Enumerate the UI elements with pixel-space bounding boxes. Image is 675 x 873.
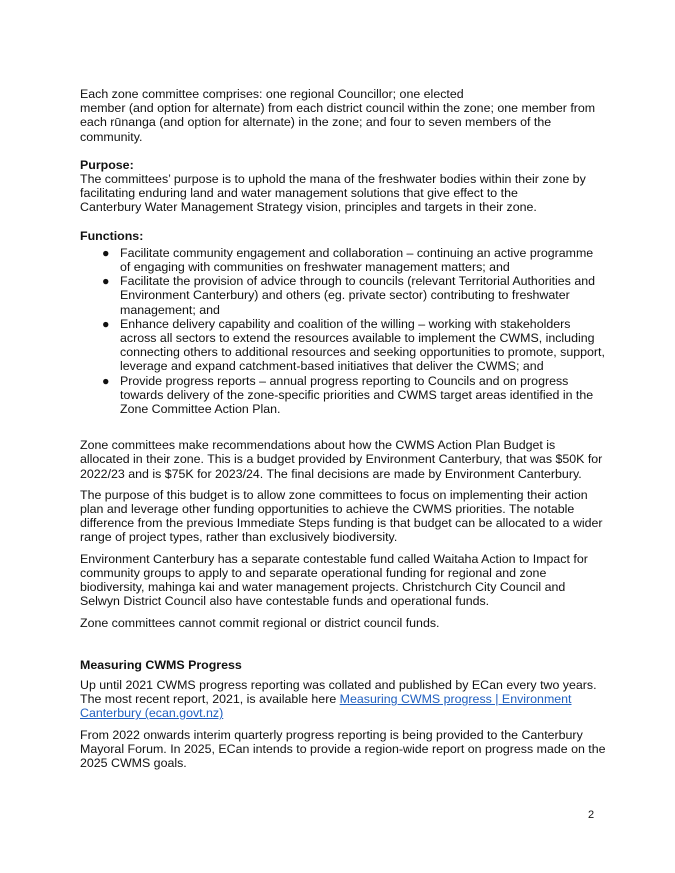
list-item xyxy=(80,374,600,417)
text-line: member (and option for alternate) from each district council within the zone; one member from xyxy=(80,101,596,116)
purpose-paragraph xyxy=(80,172,600,215)
text-line: Facilitate community engagement and collaboration – continuing an active programme xyxy=(120,245,594,260)
purpose-section xyxy=(80,158,600,215)
text-line: community groups to apply to and separate operational funding for regional and zone xyxy=(80,565,547,580)
functions-section xyxy=(80,228,605,417)
text-line: Selwyn District Council also have contestable funds and operational funds. xyxy=(80,594,490,609)
text-line xyxy=(80,692,600,706)
text-line xyxy=(80,706,600,720)
text-line: of engaging with communities on freshwater management matters; and xyxy=(120,260,510,275)
page-content xyxy=(80,87,606,770)
bullet-icon: ● xyxy=(102,274,110,289)
intro-paragraph xyxy=(80,87,600,144)
text-line: Zone committees cannot commit regional or district council funds. xyxy=(80,615,440,630)
purpose-heading: Purpose: xyxy=(80,157,134,172)
text-line: leverage and expand catchment-based initiatives that deliver the CWMS; and xyxy=(120,359,544,374)
measuring-section xyxy=(80,657,606,770)
text-line: management; and xyxy=(120,302,220,317)
text-line: facilitating enduring land and water management solutions that give effect to the xyxy=(80,186,518,201)
text-line: range of project types, rather than exclusively biodiversity. xyxy=(80,530,398,545)
bullet-icon: ● xyxy=(102,373,110,388)
functions-list xyxy=(80,245,605,417)
link-prefix: The most recent report, 2021, is available here xyxy=(80,692,340,707)
text-line: Zone Committee Action Plan. xyxy=(120,402,281,417)
text-line: towards delivery of the zone-specific priorities and CWMS target areas identified in the xyxy=(120,387,594,402)
text-line: Enhance delivery capability and coalition of the willing – working with stakeholders xyxy=(120,316,571,331)
measuring-cwms-progress-link-continued[interactable]: Canterbury (ecan.govt.nz) xyxy=(80,706,224,721)
text-line: difference from the previous Immediate Steps funding is that budget can be allocated to a wider xyxy=(80,516,603,531)
text-line: Provide progress reports – annual progress reporting to Councils and on progress xyxy=(120,373,569,388)
text-line: Environment Canterbury has a separate contestable fund called Waitaha Action to Impact for xyxy=(80,551,588,566)
budget-paragraph xyxy=(80,438,603,481)
text-line: each rūnanga (and option for alternate) in the zone; and four to seven members of the xyxy=(80,115,552,130)
text-line: Facilitate the provision of advice through to councils (relevant Territorial Authorities and xyxy=(120,274,595,289)
text-line: Up until 2021 CWMS progress reporting was collated and published by ECan every two years. xyxy=(80,677,597,692)
contestable-fund-paragraph xyxy=(80,552,600,609)
funds-note-paragraph xyxy=(80,616,600,630)
text-line: connecting others to additional resources and seeking opportunities to promote, support, xyxy=(120,345,605,360)
budget-purpose-paragraph xyxy=(80,487,603,545)
page-number: 2 xyxy=(588,809,595,821)
text-line: The committees’ purpose is to uphold the mana of the freshwater bodies within their zone by xyxy=(80,172,586,187)
bullet-icon: ● xyxy=(102,245,110,260)
text-line: Zone committees make recommendations about how the CWMS Action Plan Budget is xyxy=(80,438,556,453)
text-line: The purpose of this budget is to allow zone committees to focus on implementing their action xyxy=(80,487,588,502)
text-line: community. xyxy=(80,129,143,144)
text-line: 2025 CWMS goals. xyxy=(80,755,187,770)
measuring-heading: Measuring CWMS Progress xyxy=(80,657,242,672)
text-line: across all sectors to extend the resources available to implement the CWMS, including xyxy=(120,331,595,346)
list-item xyxy=(80,246,600,274)
text-line: Each zone committee comprises: one regional Councillor; one elected xyxy=(80,87,464,101)
text-line: 2022/23 and is $75K for 2023/24. The final decisions are made by Environment Canterbury. xyxy=(80,466,582,481)
text-line: Canterbury Water Management Strategy vision, principles and targets in their zone. xyxy=(80,200,537,215)
bullet-icon: ● xyxy=(102,316,110,331)
measuring-paragraph-2 xyxy=(80,727,606,771)
text-line: biodiversity, mahinga kai and water management projects. Christchurch City Council and xyxy=(80,580,566,595)
text-line: Environment Canterbury) and others (eg. private sector) contributing to freshwater xyxy=(120,288,570,303)
list-item xyxy=(80,316,605,374)
text-line: From 2022 onwards interim quarterly progress reporting is being provided to the Canterbury xyxy=(80,727,583,742)
measuring-paragraph-1 xyxy=(80,678,600,721)
functions-heading: Functions: xyxy=(80,228,144,243)
list-item xyxy=(80,274,600,317)
text-line: Mayoral Forum. In 2025, ECan intends to provide a region-wide report on progress made on the xyxy=(80,741,606,756)
text-line: allocated in their zone. This is a budget provided by Environment Canterbury, that was $50K for xyxy=(80,452,603,467)
text-line: plan and leverage other funding opportunities to achieve the CWMS priorities. The notable xyxy=(80,502,575,517)
measuring-cwms-progress-link[interactable]: Measuring CWMS progress | Environment xyxy=(339,692,572,707)
